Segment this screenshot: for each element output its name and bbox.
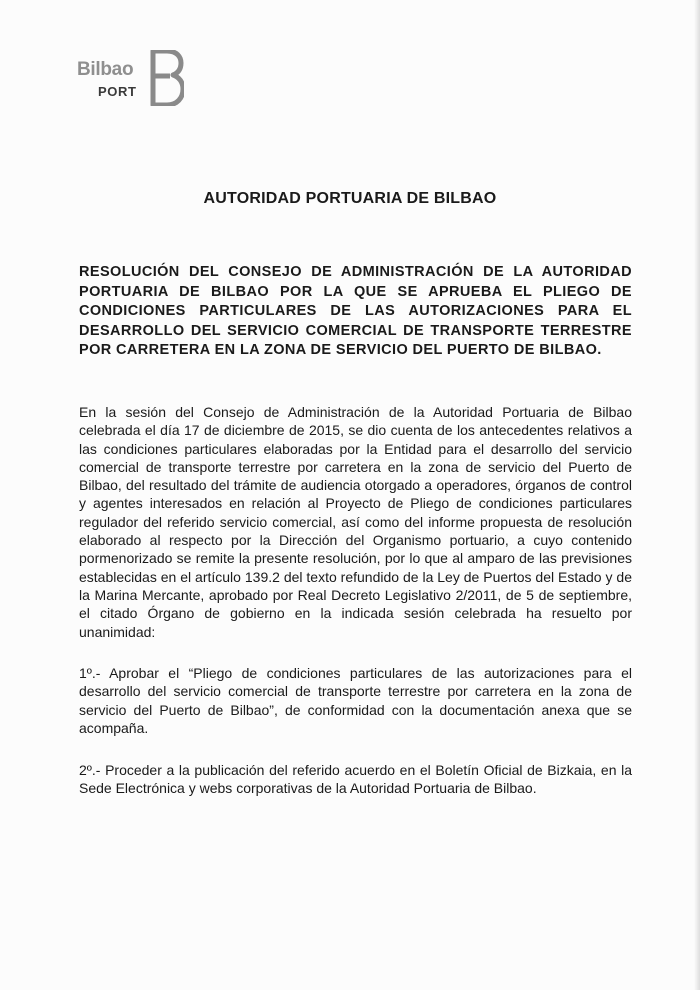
resolution-heading: RESOLUCIÓN DEL CONSEJO DE ADMINISTRACIÓN DE LA AUTORIDAD PORTUARIA DE BILBAO POR LA QUE SE APRUEBA EL PLIEGO DE CONDICIONES PARTICULARES DE LAS AUTORIZACIONES PARA EL DESARROLLO DEL SERVICIO COMERCIAL DE TRANSPORTE TERRESTRE POR CARRETERA EN LA ZONA DE SERVICIO DEL PUERTO DE BILBAO. bbox=[79, 264, 632, 358]
scan-edge-shadow bbox=[694, 0, 700, 990]
resolution-point-1: 1º.- Aprobar el “Pliego de condiciones particulares de las autorizaciones para el desarrollo del servicio comercial de transporte terrestre por carretera en la zona de servicio del Puerto de Bilbao”, de conformidad con la documentación anexa que se acompaña. bbox=[79, 665, 632, 736]
logo-wordmark: Bilbao bbox=[77, 59, 134, 80]
logo-subtitle: PORT bbox=[98, 84, 137, 99]
resolution-point-2: 2º.- Proceder a la publicación del referido acuerdo en el Boletín Oficial de Bizkaia, en la Sede Electrónica y webs corporativas de la Autoridad Portuaria de Bilbao. bbox=[79, 762, 632, 797]
logo-b-mark-icon bbox=[150, 50, 184, 106]
body-paragraph: En la sesión del Consejo de Administración de la Autoridad Portuaria de Bilbao celebrada el día 17 de diciembre de 2015, se dio cuenta de los antecedentes relativos a las condiciones particulares elaboradas por la Entidad para el desarrollo del servicio comercial de transporte terrestre por carretera en la zona de servicio del Puerto de Bilbao, del resultado del trámite de audiencia otorgado a operadores, órganos de control y agentes interesados en relación al Proyecto de Pliego de condiciones particulares regulador del referido servicio comercial, así como del informe propuesta de resolución elaborado al respecto por la Dirección del Organismo portuario, a cuyo contenido pormenorizado se remite la presente resolución, por lo que al amparo de las previsiones establecidas en el artículo 139.2 del texto refundido de la Ley de Puertos del Estado y de la Marina Mercante, aprobado por Real Decreto Legislativo 2/2011, de 5 de septiembre, el citado Órgano de gobierno en la indicada sesión celebrada ha resuelto por unanimidad: bbox=[79, 404, 632, 640]
bilbao-port-logo bbox=[77, 50, 187, 110]
document-title: AUTORIDAD PORTUARIA DE BILBAO bbox=[203, 190, 497, 207]
